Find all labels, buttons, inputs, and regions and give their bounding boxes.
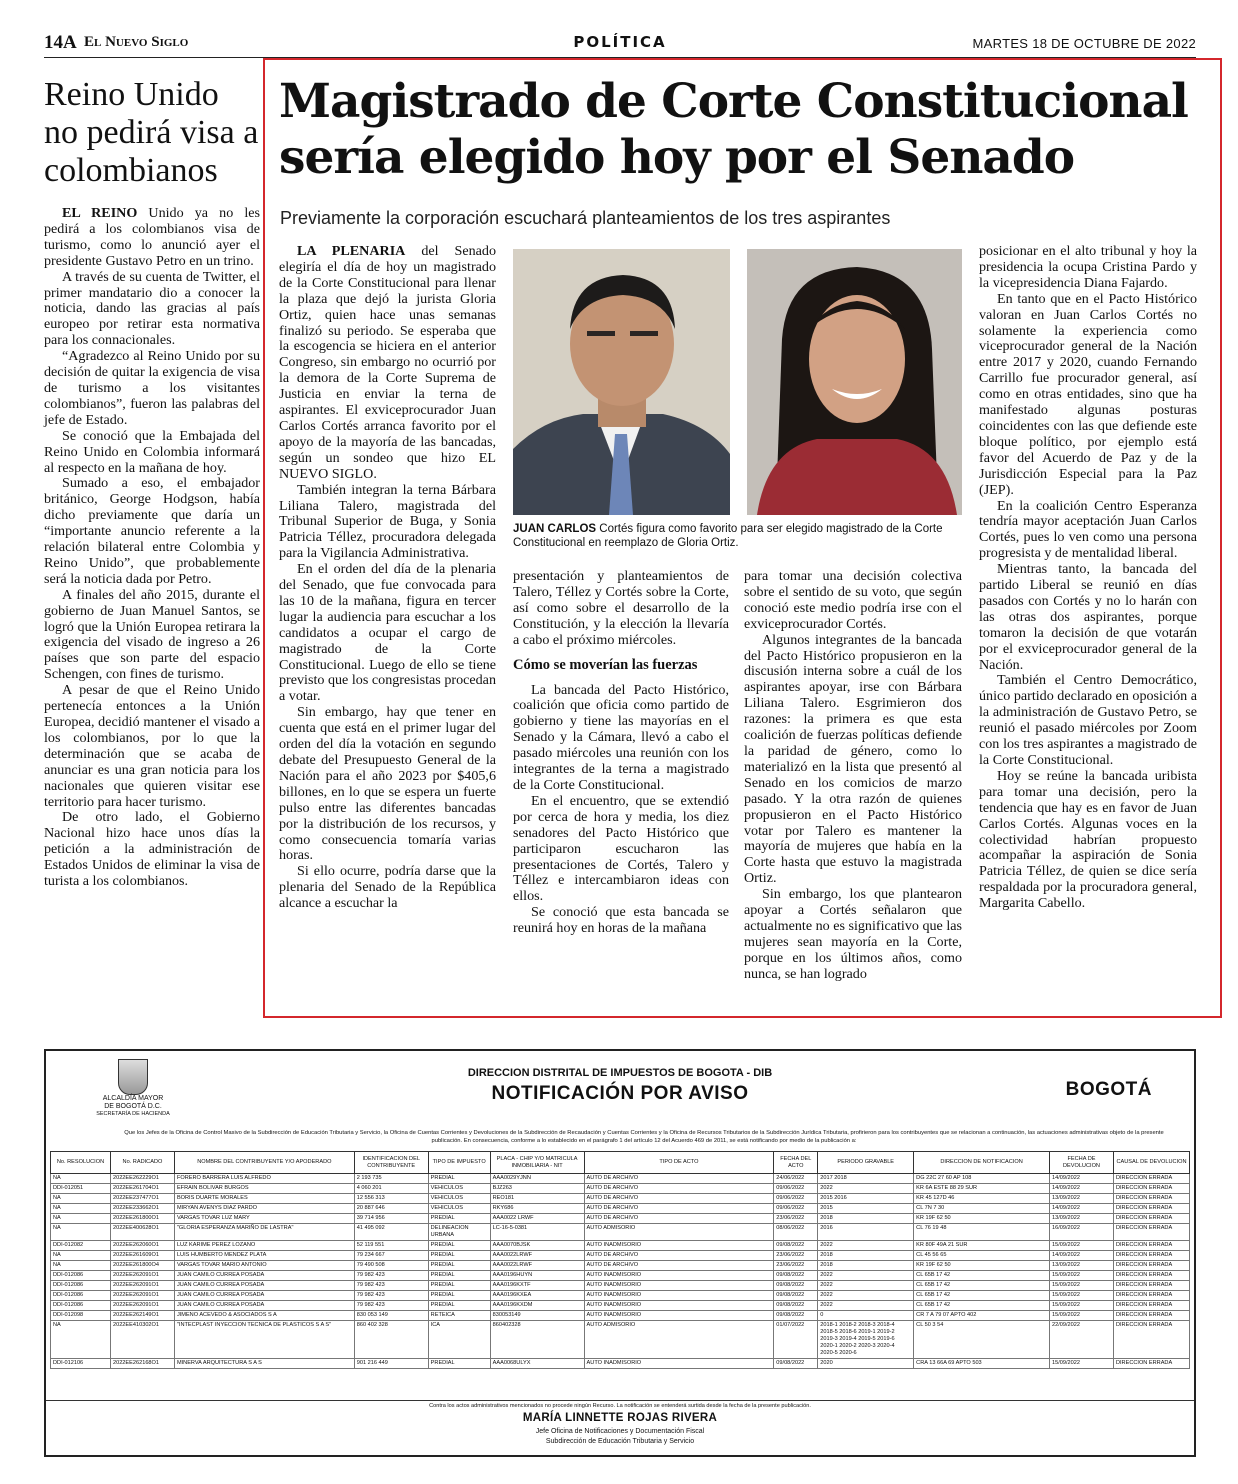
- table-cell: NA: [51, 1174, 111, 1184]
- table-cell: CL 65B 17 42: [914, 1281, 1050, 1291]
- table-cell: 2022EE262168O1: [110, 1359, 174, 1369]
- side-paragraph: Se conoció que la Embajada del Reino Unido en Colombia informará al respecto en la mañana de hoy.: [44, 427, 260, 476]
- table-cell: AUTO DE ARCHIVO: [584, 1184, 774, 1194]
- main-lead: LA PLENARIA: [297, 243, 406, 259]
- table-cell: DDI-012098: [51, 1311, 111, 1321]
- table-cell: 09/08/2022: [774, 1359, 818, 1369]
- table-cell: 14/09/2022: [1050, 1251, 1114, 1261]
- table-cell: AAA0022LRWF: [490, 1251, 584, 1261]
- table-cell: 2022EE400628O1: [110, 1224, 174, 1241]
- side-paragraph: De otro lado, el Gobierno Nacional hizo hace unos días la petición a la administración de Estados Unidos de eliminar la visa de turista a los colombianos.: [44, 809, 260, 890]
- photo-juan-carlos-cortes: [513, 249, 730, 515]
- article-paragraph: En la coalición Centro Esperanza tendría mayor aceptación Juan Carlos Cortés, pues lo ven como una persona progresista y de mentalidad liberal.: [979, 497, 1197, 562]
- column-header: CAUSAL DE DEVOLUCION: [1113, 1152, 1189, 1174]
- table-cell: DIRECCION ERRADA: [1113, 1241, 1189, 1251]
- table-cell: NA: [51, 1204, 111, 1214]
- table-cell: 2022: [818, 1281, 914, 1291]
- table-cell: 2022EE262149O1: [110, 1311, 174, 1321]
- column-header: TIPO DE IMPUESTO: [428, 1152, 490, 1174]
- table-cell: AUTO DE ARCHIVO: [584, 1194, 774, 1204]
- table-row: [51, 1204, 1190, 1214]
- notice-agency: DIRECCION DISTRITAL DE IMPUESTOS DE BOGOTA - DIB: [467, 1067, 773, 1079]
- table-row: [51, 1311, 1190, 1321]
- table-cell: KR 19F 62 50: [914, 1214, 1050, 1224]
- table-cell: AUTO DE ARCHIVO: [584, 1174, 774, 1184]
- table-cell: 15/09/2022: [1050, 1291, 1114, 1301]
- table-cell: 79 982 423: [354, 1281, 428, 1291]
- table-cell: 2022EE262091O1: [110, 1281, 174, 1291]
- table-cell: CL 45 56 65: [914, 1251, 1050, 1261]
- table-cell: 16/09/2022: [1050, 1224, 1114, 1241]
- main-deck: Previamente la corporación escuchará planteamientos de los tres aspirantes: [280, 208, 891, 228]
- table-cell: NA: [51, 1261, 111, 1271]
- table-cell: AUTO DE ARCHIVO: [584, 1214, 774, 1224]
- table-cell: 2022EE237477O1: [110, 1194, 174, 1204]
- table-row: [51, 1271, 1190, 1281]
- table-cell: 79 982 423: [354, 1271, 428, 1281]
- table-cell: CL 65B 17 42: [914, 1291, 1050, 1301]
- side-paragraph: A finales del año 2015, durante el gobierno de Juan Manuel Santos, se logró que la Unión Europea retirara la exigencia del visado de ingreso a 26 países que son parte del espacio Schengen, con fines de turismo.: [44, 586, 260, 683]
- section-title: POLÍTICA: [573, 33, 667, 51]
- table-row: [51, 1241, 1190, 1251]
- article-column-2: [513, 569, 729, 937]
- table-cell: NA: [51, 1321, 111, 1359]
- side-article-title: Reino Unido no pedirá visa a colombianos: [44, 76, 259, 189]
- notice-table: [50, 1151, 1190, 1369]
- table-cell: PREDIAL: [428, 1251, 490, 1261]
- table-cell: NA: [51, 1194, 111, 1204]
- table-cell: KR 19F 62 50: [914, 1261, 1050, 1271]
- table-cell: DDI-012106: [51, 1359, 111, 1369]
- column-header: IDENTIFICACION DEL CONTRIBUYENTE: [354, 1152, 428, 1174]
- table-cell: DIRECCION ERRADA: [1113, 1251, 1189, 1261]
- table-cell: REO181: [490, 1194, 584, 1204]
- table-cell: DDI-012086: [51, 1281, 111, 1291]
- alcaldia-crest-logo: ALCALDÍA MAYOR DE BOGOTÁ D.C. SECRETARÍA DE HACIENDA: [78, 1059, 188, 1119]
- table-cell: 14/09/2022: [1050, 1184, 1114, 1194]
- table-cell: BJZ263: [490, 1184, 584, 1194]
- table-cell: CRA 13 66A 69 APTO 503: [914, 1359, 1050, 1369]
- table-cell: 2022EE261609O1: [110, 1251, 174, 1261]
- table-cell: DIRECCION ERRADA: [1113, 1321, 1189, 1359]
- table-cell: AAA0196KXEA: [490, 1291, 584, 1301]
- article-paragraph: En el orden del día de la plenaria del Senado, que fue convocada para las 10 de la mañana, figura en tercer lugar la audiencia para escuchar a los candidatos a ocupar el cargo de magistrado de la Corte Constitucional. Luego de ello se tiene previsto que los congresistas procedan a votar.: [279, 561, 496, 705]
- table-cell: AUTO INADMISORIO: [584, 1311, 774, 1321]
- table-cell: JUAN CAMILO CURREA POSADA: [174, 1301, 354, 1311]
- signer-role: Jefe Oficina de Notificaciones y Documentación Fiscal: [535, 1428, 705, 1435]
- table-cell: 24/06/2022: [774, 1174, 818, 1184]
- article-column-1: LA PLENARIA del Senado elegiría el día de hoy un magistrado de la Corte Constitucional para llenar la plaza que dejó la jurista Gloria Ortiz, quien hace unas semanas finalizó su periodo. Se esperaba que la escogencia se hiciera en el anterior Congreso, sin embargo no ocurrió por la demora de la Corte Suprema de Justicia en enviar la terna de aspirantes. El exviceprocurador Juan Carlos Cortés arranca favorito por el apoyo de la mayoría de las bancadas, según un sondeo que hizo EL NUEVO SIGLO. También integran la terna Bárbara Liliana Talero, magistrada del Tribunal Superior de Buga, y Sonia Patricia Téllez, procuradora delegada para la Vigilancia Administrativa. En el orden del día de la plenaria del Senado, que fue convocada para las 10 de la mañana, figura en tercer lugar la audiencia para escuchar a los candidatos a ocupar el cargo de magistrado de la Corte Constitucional. Luego de ello se tiene previsto que los congresistas procedan a votar. Sin embargo, hay que tener en cuenta que está en el primer lugar del orden del día la votación en segundo debate del Presupuesto General de la Nación para el año 2023 por $405,6 billones, en lo que se espera un fuerte pulso entre las diferentes bancadas por la distribución de los recursos, y como consecuencia tomaría varias horas. Si ello ocurre, podría darse que la plenaria del Senado de la República alcance a escuchar la: [279, 243, 496, 912]
- table-cell: DIRECCION ERRADA: [1113, 1194, 1189, 1204]
- table-cell: 0: [818, 1311, 914, 1321]
- column-header: FECHA DEL ACTO: [774, 1152, 818, 1174]
- table-cell: 2022EE262091O1: [110, 1301, 174, 1311]
- table-cell: AUTO INADMISORIO: [584, 1301, 774, 1311]
- table-cell: 2022EE261704O1: [110, 1184, 174, 1194]
- table-cell: ICA: [428, 1321, 490, 1359]
- table-cell: AAA0022LRWF: [490, 1261, 584, 1271]
- table-cell: 2018: [818, 1251, 914, 1261]
- table-cell: 22/09/2022: [1050, 1321, 1114, 1359]
- article-subhead: Cómo se moverían las fuerzas: [513, 656, 698, 673]
- table-cell: DIRECCION ERRADA: [1113, 1214, 1189, 1224]
- table-cell: 79 234 667: [354, 1251, 428, 1261]
- table-row: [51, 1194, 1190, 1204]
- article-paragraph: También integran la terna Bárbara Liliana Talero, magistrada del Tribunal Superior de Buga, y Sonia Patricia Téllez, procuradora delegada para la Vigilancia Administrativa.: [279, 481, 496, 562]
- table-cell: "GLORIA ESPERANZA MARIÑO DE LASTRA": [174, 1224, 354, 1241]
- table-cell: 08/06/2022: [774, 1224, 818, 1241]
- side-paragraph: Sumado a eso, el embajador británico, George Hodgson, había dicho previamente que daría un “importante anuncio referente a la relación bilateral entre Colombia y Reino Unido”, que probablemente será la noticia dada por Petro.: [44, 475, 260, 587]
- table-cell: 2022EE262091O1: [110, 1291, 174, 1301]
- column-header: DIRECCION DE NOTIFICACION: [914, 1152, 1050, 1174]
- table-cell: RETEICA: [428, 1311, 490, 1321]
- table-row: [51, 1281, 1190, 1291]
- table-cell: 09/08/2022: [774, 1281, 818, 1291]
- table-cell: JIMENO ACEVEDO & ASOCIADOS S A: [174, 1311, 354, 1321]
- table-cell: AAA0196KXDM: [490, 1301, 584, 1311]
- table-cell: AUTO ADMISORIO: [584, 1321, 774, 1359]
- article-paragraph: La bancada del Pacto Histórico, coalición que oficia como partido de gobierno y tiene las mayorías en el Senado y la Cámara, llevó a cabo el pasado miércoles una reunión con los integrantes de la terna a magistrado de la Corte Constitucional.: [513, 681, 729, 793]
- table-cell: PREDIAL: [428, 1359, 490, 1369]
- table-cell: DIRECCION ERRADA: [1113, 1271, 1189, 1281]
- table-cell: LC-16-5-0381: [490, 1224, 584, 1241]
- table-cell: 12 556 313: [354, 1194, 428, 1204]
- table-cell: 2022EE262060O1: [110, 1241, 174, 1251]
- table-cell: 09/06/2022: [774, 1194, 818, 1204]
- table-cell: 2015: [818, 1204, 914, 1214]
- table-cell: 2018: [818, 1214, 914, 1224]
- table-cell: 09/08/2022: [774, 1241, 818, 1251]
- table-cell: DIRECCION ERRADA: [1113, 1184, 1189, 1194]
- photo-caption: JUAN CARLOS Cortés figura como favorito para ser elegido magistrado de la Corte Constitucional en reemplazo de Gloria Ortiz.: [513, 523, 943, 549]
- article-column-4: [979, 244, 1197, 912]
- table-row: [51, 1174, 1190, 1184]
- table-cell: AUTO ADMISORIO: [584, 1224, 774, 1241]
- table-cell: PREDIAL: [428, 1261, 490, 1271]
- column-header: TIPO DE ACTO: [584, 1152, 774, 1174]
- table-cell: KR 80F 49A 21 SUR: [914, 1241, 1050, 1251]
- table-cell: 2022EE261800O4: [110, 1261, 174, 1271]
- table-cell: AUTO INADMISORIO: [584, 1281, 774, 1291]
- table-cell: NA: [51, 1224, 111, 1241]
- column-header: No. RADICADO: [110, 1152, 174, 1174]
- page-header: [44, 30, 1196, 58]
- article-paragraph: Sin embargo, los que plantearon apoyar a Cortés señalaron que actualmente no es significativo que las mujeres sean mayoría en la Corte, porque en los últimos años, como nunca, se han logrado: [744, 886, 962, 982]
- table-cell: AUTO DE ARCHIVO: [584, 1261, 774, 1271]
- table-cell: 09/06/2022: [774, 1184, 818, 1194]
- table-cell: DIRECCION ERRADA: [1113, 1261, 1189, 1271]
- table-cell: DIRECCION ERRADA: [1113, 1359, 1189, 1369]
- article-paragraph: Se conoció que esta bancada se reunirá hoy en horas de la mañana: [513, 904, 729, 937]
- table-cell: AUTO INADMISORIO: [584, 1359, 774, 1369]
- table-cell: 79 982 423: [354, 1301, 428, 1311]
- table-cell: LUIS HUMBERTO MENDEZ PLATA: [174, 1251, 354, 1261]
- table-cell: CL 76 19 48: [914, 1224, 1050, 1241]
- article-paragraph: En tanto que en el Pacto Histórico valoran en Juan Carlos Cortés no solamente la experiencia como viceprocurador general de la Nación entre 2017 y 2020, cuando Fernando Carrillo fue procurador general, así como en otras entidades, sino que ha manifestado algunas posturas coincidentes con las que defiende este bloque político, por ejemplo está favor del Acuerdo de Paz y de la Jurisdicción Especial para la Paz (JEP).: [979, 290, 1197, 498]
- table-cell: 14/09/2022: [1050, 1174, 1114, 1184]
- side-paragraph: “Agradezco al Reino Unido por su decisión de quitar la exigencia de visa de turismo a los visitantes colombianos”, fueron las palabras del jefe de Estado.: [44, 348, 260, 428]
- table-cell: MIRYAN AVENYS DIAZ PARDO: [174, 1204, 354, 1214]
- side-lead: EL REINO: [62, 205, 138, 221]
- table-cell: 2018: [818, 1261, 914, 1271]
- table-cell: DIRECCION ERRADA: [1113, 1301, 1189, 1311]
- table-cell: 830053149: [490, 1311, 584, 1321]
- table-cell: 2022EE262091O1: [110, 1271, 174, 1281]
- table-cell: CL 65B 17 42: [914, 1271, 1050, 1281]
- table-cell: EFRAIN BOLIVAR BURGOS: [174, 1184, 354, 1194]
- table-cell: 01/07/2022: [774, 1321, 818, 1359]
- table-cell: DG 22C 27 60 AP 108: [914, 1174, 1050, 1184]
- side-article: [44, 76, 260, 890]
- table-cell: AUTO INADMISORIO: [584, 1291, 774, 1301]
- table-cell: FORERO BARRERA LUIS ALFREDO: [174, 1174, 354, 1184]
- table-row: [51, 1261, 1190, 1271]
- table-cell: 15/09/2022: [1050, 1311, 1114, 1321]
- table-cell: DIRECCION ERRADA: [1113, 1291, 1189, 1301]
- table-cell: CL 50 3 54: [914, 1321, 1050, 1359]
- table-cell: DIRECCION ERRADA: [1113, 1204, 1189, 1214]
- table-cell: 830 053 149: [354, 1311, 428, 1321]
- table-cell: 15/09/2022: [1050, 1359, 1114, 1369]
- table-cell: PREDIAL: [428, 1281, 490, 1291]
- table-cell: 2022: [818, 1271, 914, 1281]
- table-cell: VEHICULOS: [428, 1184, 490, 1194]
- table-cell: 15/09/2022: [1050, 1241, 1114, 1251]
- notice-title: NOTIFICACIÓN POR AVISO: [491, 1083, 749, 1104]
- column-header: PLACA - CHIP Y/O MATRICULA INMOBILIARIA - NIT: [490, 1152, 584, 1174]
- table-cell: AUTO DE ARCHIVO: [584, 1251, 774, 1261]
- table-cell: JUAN CAMILO CURREA POSADA: [174, 1271, 354, 1281]
- article-paragraph: En el encuentro, que se extendió por cerca de hora y media, los diez senadores del Pacto Histórico que participaron escucharon las presentaciones de Cortés, Talero y Téllez e intercambiaron ideas con ellos.: [513, 792, 729, 905]
- side-article-body: [44, 206, 260, 890]
- tax-notice: [44, 1049, 1196, 1457]
- table-cell: AAA0196HUYN: [490, 1271, 584, 1281]
- table-cell: 2016: [818, 1224, 914, 1241]
- table-cell: RKY686: [490, 1204, 584, 1214]
- table-cell: PREDIAL: [428, 1241, 490, 1251]
- table-cell: 15/09/2022: [1050, 1271, 1114, 1281]
- bogota-logo: BOGOTÁ: [1065, 1079, 1152, 1100]
- table-cell: 09/08/2022: [774, 1311, 818, 1321]
- table-cell: PREDIAL: [428, 1174, 490, 1184]
- table-cell: KR 45 127D 46: [914, 1194, 1050, 1204]
- table-cell: DDI-012082: [51, 1241, 111, 1251]
- table-row: [51, 1321, 1190, 1359]
- table-cell: 15/09/2022: [1050, 1301, 1114, 1311]
- man-portrait-image: [513, 249, 730, 515]
- table-cell: DIRECCION ERRADA: [1113, 1311, 1189, 1321]
- table-cell: VARGAS TOVAR MARIO ANTONIO: [174, 1261, 354, 1271]
- table-cell: 09/06/2022: [774, 1204, 818, 1214]
- article-paragraph: Hoy se reúne la bancada uribista para tomar una decisión, pero la tendencia que hay es en favor de Juan Carlos Cortés. Algunas voces en la colectividad habrían propuesto acompañar la aspiración de Sonia Patricia Téllez, de quien se dice sería respaldada por la procuradora general, Margarita Cabello.: [979, 767, 1197, 912]
- table-cell: KR 6A ESTE 88 29 SUR: [914, 1184, 1050, 1194]
- table-cell: DIRECCION ERRADA: [1113, 1174, 1189, 1184]
- table-cell: 2018-1 2018-2 2018-3 2018-4 2018-5 2018-6 2019-1 2019-2 2019-3 2019-4 2019-5 2019-6 2020-1 2020-2 2020-3 2020-4 2020-5 2020-6: [818, 1321, 914, 1359]
- article-paragraph: Si ello ocurre, podría darse que la plenaria del Senado de la República alcance a escuchar la: [279, 863, 496, 912]
- table-cell: PREDIAL: [428, 1301, 490, 1311]
- notice-footer: Contra los actos administrativos mencionados no procede ningún Recurso. La notificación se entenderá surtida desde la fecha de la presente publicación.: [46, 1400, 1194, 1409]
- table-cell: 2022EE261800O1: [110, 1214, 174, 1224]
- column-header: PERIODO GRAVABLE: [818, 1152, 914, 1174]
- table-row: [51, 1214, 1190, 1224]
- table-cell: AAA0022 LRWF: [490, 1214, 584, 1224]
- woman-portrait-image: [747, 249, 962, 515]
- table-cell: 2015 2016: [818, 1194, 914, 1204]
- table-cell: PREDIAL: [428, 1271, 490, 1281]
- table-cell: JUAN CAMILO CURREA POSADA: [174, 1291, 354, 1301]
- signer-name: MARÍA LINNETTE ROJAS RIVERA: [522, 1412, 718, 1424]
- page-number: 14A: [44, 32, 77, 53]
- table-cell: AAA0070BJSK: [490, 1241, 584, 1251]
- table-cell: PREDIAL: [428, 1214, 490, 1224]
- table-cell: 2022EE262229O1: [110, 1174, 174, 1184]
- table-cell: NA: [51, 1251, 111, 1261]
- table-cell: AAA0029YJNN: [490, 1174, 584, 1184]
- main-headline: Magistrado de Corte Constitucional sería elegido hoy por el Senado: [279, 74, 1188, 185]
- table-cell: 39 714 956: [354, 1214, 428, 1224]
- article-paragraph: Mientras tanto, la bancada del partido Liberal se reunió en días pasados con Cortés y no lo harán con las otras dos aspirantes, porque tomaron la decisión de que votarán por el exviceprocurador general de la Nación.: [979, 561, 1197, 673]
- publication-date: MARTES 18 DE OCTUBRE DE 2022: [972, 36, 1196, 51]
- article-paragraph: posicionar en el alto tribunal y hoy la presidencia la ocupa Cristina Pardo y la vicepresidencia Diana Fajardo.: [979, 243, 1197, 291]
- table-cell: 14/09/2022: [1050, 1204, 1114, 1214]
- table-cell: 2022EE410302O1: [110, 1321, 174, 1359]
- table-cell: 2020: [818, 1359, 914, 1369]
- table-row: [51, 1251, 1190, 1261]
- table-cell: 09/08/2022: [774, 1291, 818, 1301]
- table-cell: 23/06/2022: [774, 1251, 818, 1261]
- table-cell: AUTO INADMISORIO: [584, 1241, 774, 1251]
- table-cell: 13/09/2022: [1050, 1214, 1114, 1224]
- table-cell: DDI-012086: [51, 1301, 111, 1311]
- table-cell: DDI-012051: [51, 1184, 111, 1194]
- side-paragraph: A través de su cuenta de Twitter, el primer mandatario dio a conocer la noticia, dando las gracias al país europeo por retirar esta normativa para los connacionales.: [44, 268, 260, 349]
- table-cell: CL 65B 17 42: [914, 1301, 1050, 1311]
- table-cell: DIRECCION ERRADA: [1113, 1281, 1189, 1291]
- signer-office: Subdirección de Educación Tributaria y Servicio: [545, 1438, 695, 1445]
- table-row: [51, 1359, 1190, 1369]
- column-header: NOMBRE DEL CONTRIBUYENTE Y/O APODERADO: [174, 1152, 354, 1174]
- column-header: FECHA DE DEVOLUCION: [1050, 1152, 1114, 1174]
- table-cell: 79 490 508: [354, 1261, 428, 1271]
- table-cell: AAA0196KXTF: [490, 1281, 584, 1291]
- table-cell: VEHICULOS: [428, 1204, 490, 1214]
- table-cell: 2022: [818, 1301, 914, 1311]
- table-cell: 09/08/2022: [774, 1301, 818, 1311]
- table-cell: DDI-012086: [51, 1291, 111, 1301]
- table-cell: DIRECCION ERRADA: [1113, 1224, 1189, 1241]
- article-paragraph: para tomar una decisión colectiva sobre el sentido de su voto, que según conoció este medio podría irse con el exviceprocurador Cortés.: [744, 568, 962, 632]
- table-cell: JUAN CAMILO CURREA POSADA: [174, 1281, 354, 1291]
- table-cell: 2022: [818, 1184, 914, 1194]
- table-cell: 23/06/2022: [774, 1261, 818, 1271]
- table-cell: LUZ KARIME PEREZ LOZANO: [174, 1241, 354, 1251]
- table-cell: DDI-012086: [51, 1271, 111, 1281]
- photo-woman-candidate: [747, 249, 962, 515]
- table-cell: DELINEACION URBANA: [428, 1224, 490, 1241]
- table-cell: 79 982 423: [354, 1291, 428, 1301]
- article-paragraph: Sin embargo, hay que tener en cuenta que está en el primer lugar del orden del día la votación en segundo debate del Presupuesto General de la Nación para el año 2023 por $405,6 billones, en lo que se espera un fuerte pulso entre las diferentes bancadas por la distribución de los recursos, y como consecuencia tomaría varias horas.: [279, 704, 496, 864]
- column-header: No. RESOLUCION: [51, 1152, 111, 1174]
- table-cell: "INTECPLAST INYECCION TECNICA DE PLASTICOS S A S": [174, 1321, 354, 1359]
- newspaper-name: El Nuevo Siglo: [84, 34, 189, 50]
- table-cell: 23/06/2022: [774, 1214, 818, 1224]
- table-cell: AUTO INADMISORIO: [584, 1271, 774, 1281]
- table-cell: 4 060 201: [354, 1184, 428, 1194]
- table-cell: AUTO DE ARCHIVO: [584, 1204, 774, 1214]
- table-row: [51, 1291, 1190, 1301]
- table-cell: 2 193 735: [354, 1174, 428, 1184]
- table-header-row: [51, 1152, 1190, 1174]
- article-paragraph: Algunos integrantes de la bancada del Pacto Histórico propusieron en la discusión interna sobre a cuál de los aspirantes apoyar, irse con Bárbara Liliana Talero. Esgrimieron dos razones: la primera es que esta coalición de fuerzas políticas defiende la paridad de género, como lo materializó en la lista que presentó al Senado en los comicios de marzo pasado. Y la otra razón de quienes propusieron en el Pacto Histórico votar por Talero es mantener la mayoría de mujeres que había en la Corte hasta que estuvo la magistrada Ortiz.: [744, 631, 962, 887]
- table-cell: 860402328: [490, 1321, 584, 1359]
- notice-intro: Que los Jefes de la Oficina de Control Masivo de la Subdirección de Educación Tributaria y Servicio, la Oficina de Cuentas Corrientes y Devoluciones de la Subdirección de Recaudación y Cuentas Corrientes y la Oficina de Recursos Tributarios de la Subdirección Jurídica Tributaria, profirieron para los contribuyentes que se relacionan a continuación, las actuaciones administrativas objeto de la presente publicación. En consecuencia, conforme a lo establecido en el parágrafo 1 del artículo 12 del Acuerdo 469 de 2011, se está notificando por medio de la publicación a:: [124, 1130, 1164, 1144]
- table-row: [51, 1224, 1190, 1241]
- table-cell: 901 216 449: [354, 1359, 428, 1369]
- table-cell: NA: [51, 1214, 111, 1224]
- table-row: [51, 1301, 1190, 1311]
- table-cell: 2022: [818, 1291, 914, 1301]
- main-article: [263, 58, 1222, 1018]
- table-cell: PREDIAL: [428, 1291, 490, 1301]
- table-cell: 2017 2018: [818, 1174, 914, 1184]
- side-paragraph: EL REINO Unido ya no les pedirá a los colombianos visa de turismo, como lo anunció ayer el presidente Gustavo Petro en un trino.: [44, 205, 260, 269]
- table-cell: 13/09/2022: [1050, 1194, 1114, 1204]
- table-cell: 2022: [818, 1241, 914, 1251]
- table-cell: MINERVA ARQUITECTURA S A S: [174, 1359, 354, 1369]
- article-paragraph: También el Centro Democrático, único partido declarado en oposición a la administración de Gustavo Petro, se reunió el pasado miércoles por Zoom con los tres aspirantes a magistrado de la Corte Constitucional.: [979, 672, 1197, 768]
- table-cell: BORIS DUARTE MORALES: [174, 1194, 354, 1204]
- table-cell: 09/08/2022: [774, 1271, 818, 1281]
- table-row: [51, 1184, 1190, 1194]
- table-cell: 13/09/2022: [1050, 1261, 1114, 1271]
- table-cell: VARGAS TOVAR LUZ MARY: [174, 1214, 354, 1224]
- table-cell: 20 887 646: [354, 1204, 428, 1214]
- table-cell: 15/09/2022: [1050, 1281, 1114, 1291]
- table-cell: CL 7N 7 30: [914, 1204, 1050, 1214]
- table-cell: 52 119 551: [354, 1241, 428, 1251]
- article-paragraph: presentación y planteamientos de Talero, Téllez y Cortés sobre la Corte, así como sobre el desarrollo de la Constitución, y la elección la llevaría a cabo el próximo miércoles.: [513, 568, 729, 648]
- side-paragraph: A pesar de que el Reino Unido pertenecía entonces a la Unión Europea, decidió mantener el visado a los colombianos, por lo que la determinación que se acaba de anunciar es una gran noticia para los nacionales que quieren visitar ese territorio para hacer turismo.: [44, 682, 260, 810]
- table-cell: VEHICULOS: [428, 1194, 490, 1204]
- table-cell: CR 7 A 79 07 APTO 402: [914, 1311, 1050, 1321]
- table-cell: 860 402 328: [354, 1321, 428, 1359]
- article-column-3: [744, 569, 962, 983]
- table-cell: 41 495 092: [354, 1224, 428, 1241]
- table-cell: AAA0068ULYX: [490, 1359, 584, 1369]
- table-cell: 2022EE233662O1: [110, 1204, 174, 1214]
